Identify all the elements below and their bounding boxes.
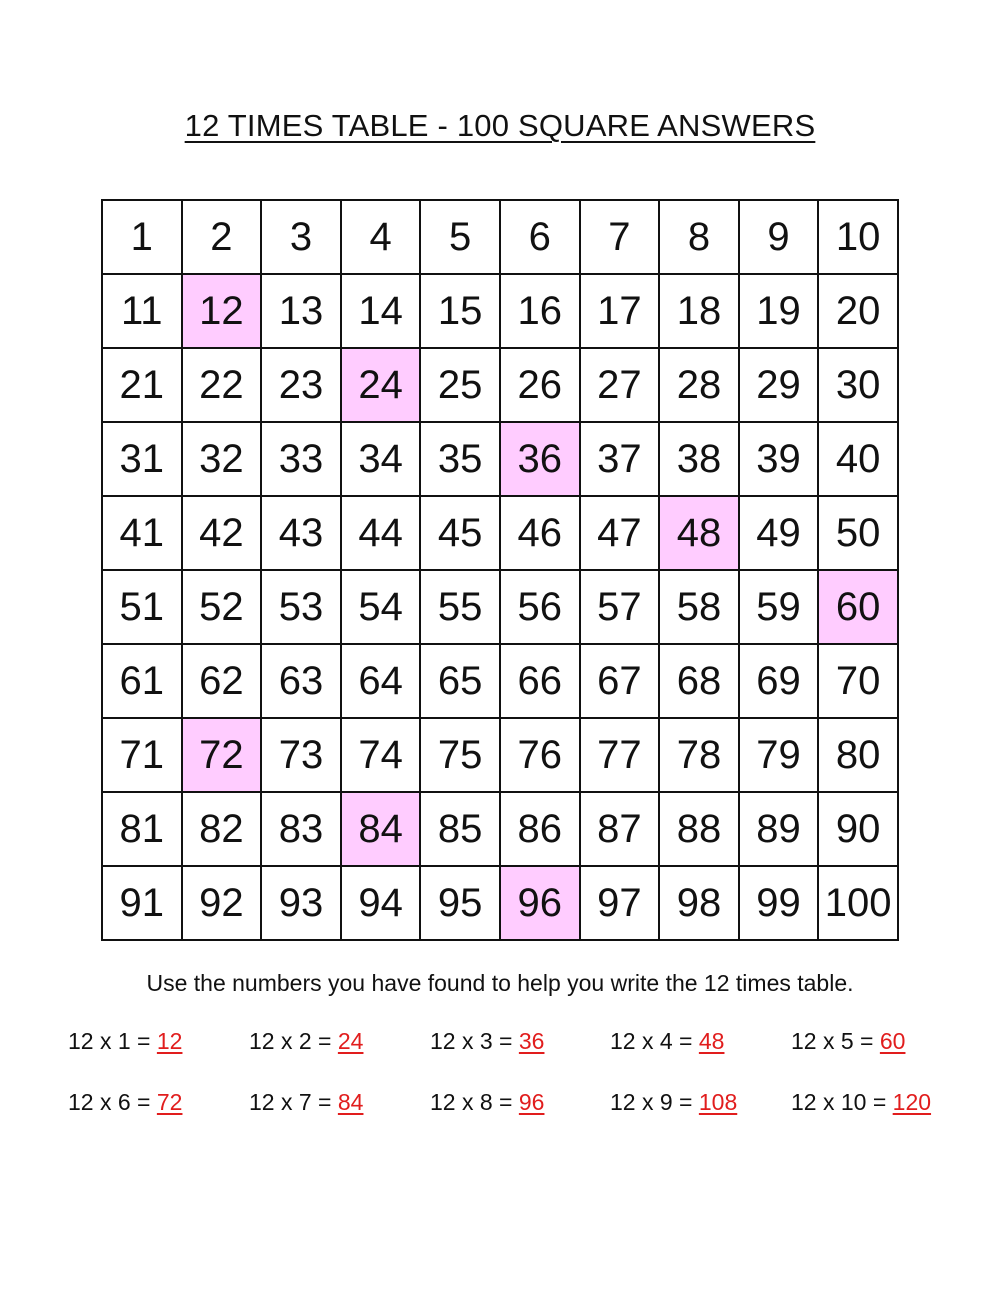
grid-cell: 10: [818, 200, 898, 274]
grid-cell: 45: [420, 496, 500, 570]
grid-cell: 20: [818, 274, 898, 348]
grid-cell: 28: [659, 348, 739, 422]
grid-cell: 100: [818, 866, 898, 940]
grid-cell: 53: [261, 570, 341, 644]
equation-answer: 72: [156, 1089, 183, 1115]
equation-answer: 36: [518, 1028, 545, 1054]
grid-cell: 99: [739, 866, 819, 940]
grid-cell: 27: [580, 348, 660, 422]
grid-cell: 46: [500, 496, 580, 570]
grid-cell: 89: [739, 792, 819, 866]
grid-cell: 1: [102, 200, 182, 274]
grid-cell: 26: [500, 348, 580, 422]
grid-cell: 98: [659, 866, 739, 940]
grid-cell-highlighted: 48: [659, 496, 739, 570]
grid-cell: 18: [659, 274, 739, 348]
grid-cell: 73: [261, 718, 341, 792]
grid-cell: 30: [818, 348, 898, 422]
grid-cell: 93: [261, 866, 341, 940]
equation-answer: 60: [879, 1028, 906, 1054]
grid-cell: 61: [102, 644, 182, 718]
grid-cell: 32: [182, 422, 262, 496]
instruction-text: Use the numbers you have found to help you write the 12 times table.: [146, 970, 854, 996]
grid-cell: 44: [341, 496, 421, 570]
equation-question: 12 x 2 =: [249, 1028, 338, 1054]
grid-cell: 64: [341, 644, 421, 718]
grid-cell: 79: [739, 718, 819, 792]
grid-cell: 82: [182, 792, 262, 866]
grid-cell: 49: [739, 496, 819, 570]
grid-cell: 68: [659, 644, 739, 718]
equation-answer: 48: [698, 1028, 725, 1054]
equation-item: [249, 1085, 363, 1119]
grid-cell: 25: [420, 348, 500, 422]
grid-cell: 41: [102, 496, 182, 570]
grid-cell: 85: [420, 792, 500, 866]
grid-cell: 83: [261, 792, 341, 866]
grid-cell: 19: [739, 274, 819, 348]
grid-cell: 16: [500, 274, 580, 348]
grid-cell: 56: [500, 570, 580, 644]
grid-cell: 3: [261, 200, 341, 274]
grid-cell: 65: [420, 644, 500, 718]
grid-cell: 59: [739, 570, 819, 644]
grid-cell: 55: [420, 570, 500, 644]
grid-cell: 52: [182, 570, 262, 644]
grid-cell: 62: [182, 644, 262, 718]
grid-cell: 94: [341, 866, 421, 940]
grid-cell: 9: [739, 200, 819, 274]
grid-cell: 69: [739, 644, 819, 718]
grid-row: [102, 570, 898, 644]
page-title: 12 TIMES TABLE - 100 SQUARE ANSWERS: [184, 108, 816, 143]
grid-row: [102, 200, 898, 274]
grid-row: [102, 866, 898, 940]
grid-cell: 15: [420, 274, 500, 348]
grid-cell: 5: [420, 200, 500, 274]
grid-cell: 34: [341, 422, 421, 496]
equation-answer: 84: [337, 1089, 364, 1115]
grid-cell: 54: [341, 570, 421, 644]
grid-row: [102, 718, 898, 792]
grid-cell: 92: [182, 866, 262, 940]
equation-item: [430, 1085, 544, 1119]
grid-cell: 80: [818, 718, 898, 792]
grid-cell: 38: [659, 422, 739, 496]
grid-row: [102, 644, 898, 718]
equation-answer: 108: [698, 1089, 738, 1115]
grid-cell: 75: [420, 718, 500, 792]
grid-cell-highlighted: 36: [500, 422, 580, 496]
grid-cell: 88: [659, 792, 739, 866]
grid-cell: 81: [102, 792, 182, 866]
equation-item: [249, 1024, 363, 1058]
grid-cell-highlighted: 60: [818, 570, 898, 644]
equation-item: [68, 1085, 182, 1119]
grid-cell: 74: [341, 718, 421, 792]
grid-cell: 35: [420, 422, 500, 496]
grid-cell: 97: [580, 866, 660, 940]
equation-item: [610, 1085, 737, 1119]
equation-item: [610, 1024, 724, 1058]
grid-cell: 66: [500, 644, 580, 718]
equation-answer: 120: [892, 1089, 932, 1115]
grid-cell: 91: [102, 866, 182, 940]
grid-cell: 42: [182, 496, 262, 570]
grid-cell: 37: [580, 422, 660, 496]
grid-cell: 13: [261, 274, 341, 348]
equation-question: 12 x 1 =: [68, 1028, 157, 1054]
grid-cell: 23: [261, 348, 341, 422]
grid-cell: 39: [739, 422, 819, 496]
grid-cell: 78: [659, 718, 739, 792]
equation-question: 12 x 9 =: [610, 1089, 699, 1115]
grid-row: [102, 792, 898, 866]
grid-cell: 33: [261, 422, 341, 496]
equation-item: [791, 1024, 905, 1058]
equation-question: 12 x 7 =: [249, 1089, 338, 1115]
grid-cell: 86: [500, 792, 580, 866]
equation-item: [68, 1024, 182, 1058]
equation-question: 12 x 5 =: [791, 1028, 880, 1054]
equation-item: [430, 1024, 544, 1058]
grid-cell: 6: [500, 200, 580, 274]
grid-cell: 76: [500, 718, 580, 792]
equation-question: 12 x 3 =: [430, 1028, 519, 1054]
grid-cell-highlighted: 96: [500, 866, 580, 940]
grid-cell-highlighted: 84: [341, 792, 421, 866]
equation-answer: 24: [337, 1028, 364, 1054]
grid-cell: 70: [818, 644, 898, 718]
grid-row: [102, 348, 898, 422]
grid-cell: 87: [580, 792, 660, 866]
grid-cell: 31: [102, 422, 182, 496]
grid-cell: 2: [182, 200, 262, 274]
equation-question: 12 x 8 =: [430, 1089, 519, 1115]
grid-cell: 43: [261, 496, 341, 570]
grid-cell: 29: [739, 348, 819, 422]
grid-cell: 58: [659, 570, 739, 644]
grid-row: [102, 422, 898, 496]
equation-question: 12 x 4 =: [610, 1028, 699, 1054]
equation-question: 12 x 10 =: [791, 1089, 893, 1115]
grid-cell: 7: [580, 200, 660, 274]
grid-cell: 77: [580, 718, 660, 792]
grid-cell-highlighted: 24: [341, 348, 421, 422]
grid-cell: 17: [580, 274, 660, 348]
equation-answer: 96: [518, 1089, 545, 1115]
equation-item: [791, 1085, 931, 1119]
grid-cell: 4: [341, 200, 421, 274]
grid-cell-highlighted: 72: [182, 718, 262, 792]
grid-cell: 40: [818, 422, 898, 496]
grid-cell: 71: [102, 718, 182, 792]
grid-row: [102, 496, 898, 570]
grid-cell: 63: [261, 644, 341, 718]
grid-cell: 14: [341, 274, 421, 348]
grid-cell: 50: [818, 496, 898, 570]
grid-cell: 57: [580, 570, 660, 644]
grid-cell: 8: [659, 200, 739, 274]
grid-cell: 51: [102, 570, 182, 644]
grid-cell: 67: [580, 644, 660, 718]
equation-answer: 12: [156, 1028, 183, 1054]
grid-row: [102, 274, 898, 348]
grid-cell: 95: [420, 866, 500, 940]
grid-cell: 90: [818, 792, 898, 866]
grid-cell: 47: [580, 496, 660, 570]
hundred-square-grid: [101, 199, 899, 941]
grid-cell: 22: [182, 348, 262, 422]
grid-cell: 11: [102, 274, 182, 348]
grid-cell-highlighted: 12: [182, 274, 262, 348]
equation-question: 12 x 6 =: [68, 1089, 157, 1115]
grid-cell: 21: [102, 348, 182, 422]
